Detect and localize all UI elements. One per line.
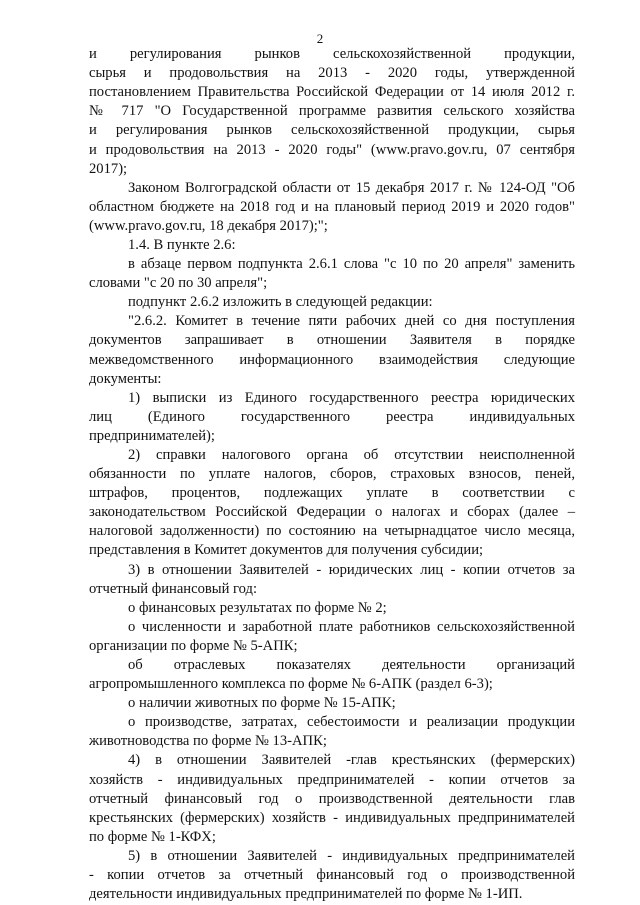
text-line: 2017); xyxy=(89,160,128,177)
text-line: предпринимателей); xyxy=(89,427,215,444)
text-line: документов запрашивает в отношении Заявителя в порядке xyxy=(89,332,575,349)
text-line: организации по форме № 5-АПК; xyxy=(89,637,298,654)
text-line: отчетный финансовый год о производственной деятельности глав xyxy=(89,790,575,807)
text-line: документы: xyxy=(89,370,162,387)
text-line: - копии отчетов за отчетный финансовый год о производственной xyxy=(89,866,575,883)
text-line: сырья и продовольствия на 2013 - 2020 годы, утвержденной xyxy=(89,65,575,82)
text-line: 1) выписки из Единого государственного реестра юридических xyxy=(128,389,575,406)
text-line: обязанности по уплате налогов, сборов, страховых взносов, пеней, xyxy=(89,466,575,482)
text-line: словами "с 20 по 30 апреля"; xyxy=(89,275,268,292)
text-line: налоговой задолженности) по состоянию на четырнадцатое число месяца, xyxy=(89,523,575,540)
text-line: законодательством Российской Федерации о налогах и сборах (далее – xyxy=(89,504,575,521)
text-line: № 717 "О Государственной программе развития сельского хозяйства xyxy=(89,103,575,120)
text-line: хозяйств - индивидуальных предпринимателей - копии отчетов за xyxy=(89,771,575,788)
text-line: "2.6.2. Комитет в течение пяти рабочих дней со дня поступления xyxy=(128,313,575,330)
text-line: о численности и заработной плате работников сельскохозяйственной xyxy=(128,618,575,635)
text-line: деятельности индивидуальных предпринимателей по форме № 1-ИП. xyxy=(89,886,523,902)
page-number: 2 xyxy=(316,31,324,46)
text-line: об отраслевых показателях деятельности организаций xyxy=(128,656,575,673)
text-line: 4) в отношении Заявителей -глав крестьянских (фермерских) xyxy=(128,752,575,769)
text-line: отчетный финансовый год: xyxy=(89,580,258,597)
text-line: животноводства по форме № 13-АПК; xyxy=(89,733,327,750)
text-line: представления в Комитет документов для получения субсидии; xyxy=(89,542,484,559)
text-line: о финансовых результатах по форме № 2; xyxy=(128,599,387,616)
text-line: подпункт 2.6.2 изложить в следующей редакции: xyxy=(128,294,433,311)
text-line: агропромышленного комплекса по форме № 6-АПК (раздел 6-3); xyxy=(89,676,493,692)
text-line: и регулирования рынков сельскохозяйственной продукции, сырья xyxy=(89,122,575,139)
text-line: (www.pravo.gov.ru, 18 декабря 2017);"; xyxy=(89,217,328,234)
text-line: в абзаце первом подпункта 2.6.1 слова "с 10 по 20 апреля" заменить xyxy=(128,256,575,272)
text-line: 1.4. В пункте 2.6: xyxy=(128,236,236,253)
text-line: и продовольствия на 2013 - 2020 годы" (www.pravo.gov.ru, 07 сентября xyxy=(89,141,575,158)
text-line: крестьянских (фермерских) хозяйств - индивидуальных предпринимателей xyxy=(89,809,575,826)
text-line: по форме № 1-КФХ; xyxy=(89,828,216,845)
text-line: постановлением Правительства Российской Федерации от 14 июля 2012 г. xyxy=(89,84,575,101)
text-line: лиц (Единого государственного реестра индивидуальных xyxy=(89,408,575,425)
text-line: и регулирования рынков сельскохозяйственной продукции, xyxy=(89,46,575,62)
text-line: 2) справки налогового органа об отсутствии неисполненной xyxy=(128,446,575,463)
text-line: о наличии животных по форме № 15-АПК; xyxy=(128,695,396,712)
text-line: о производстве, затратах, себестоимости и реализации продукции xyxy=(128,714,575,731)
text-line: 5) в отношении Заявителей - индивидуальных предпринимателей xyxy=(128,847,575,864)
text-line: межведомственного информационного взаимодействия следующие xyxy=(89,351,575,368)
text-line: областном бюджете на 2018 год и на плановый период 2019 и 2020 годов" xyxy=(89,198,575,215)
text-line: 3) в отношении Заявителей - юридических лиц - копии отчетов за xyxy=(128,561,575,578)
text-line: Законом Волгоградской области от 15 декабря 2017 г. № 124-ОД "Об xyxy=(128,179,575,196)
text-line: штрафов, процентов, подлежащих уплате в соответствии с xyxy=(89,485,575,502)
